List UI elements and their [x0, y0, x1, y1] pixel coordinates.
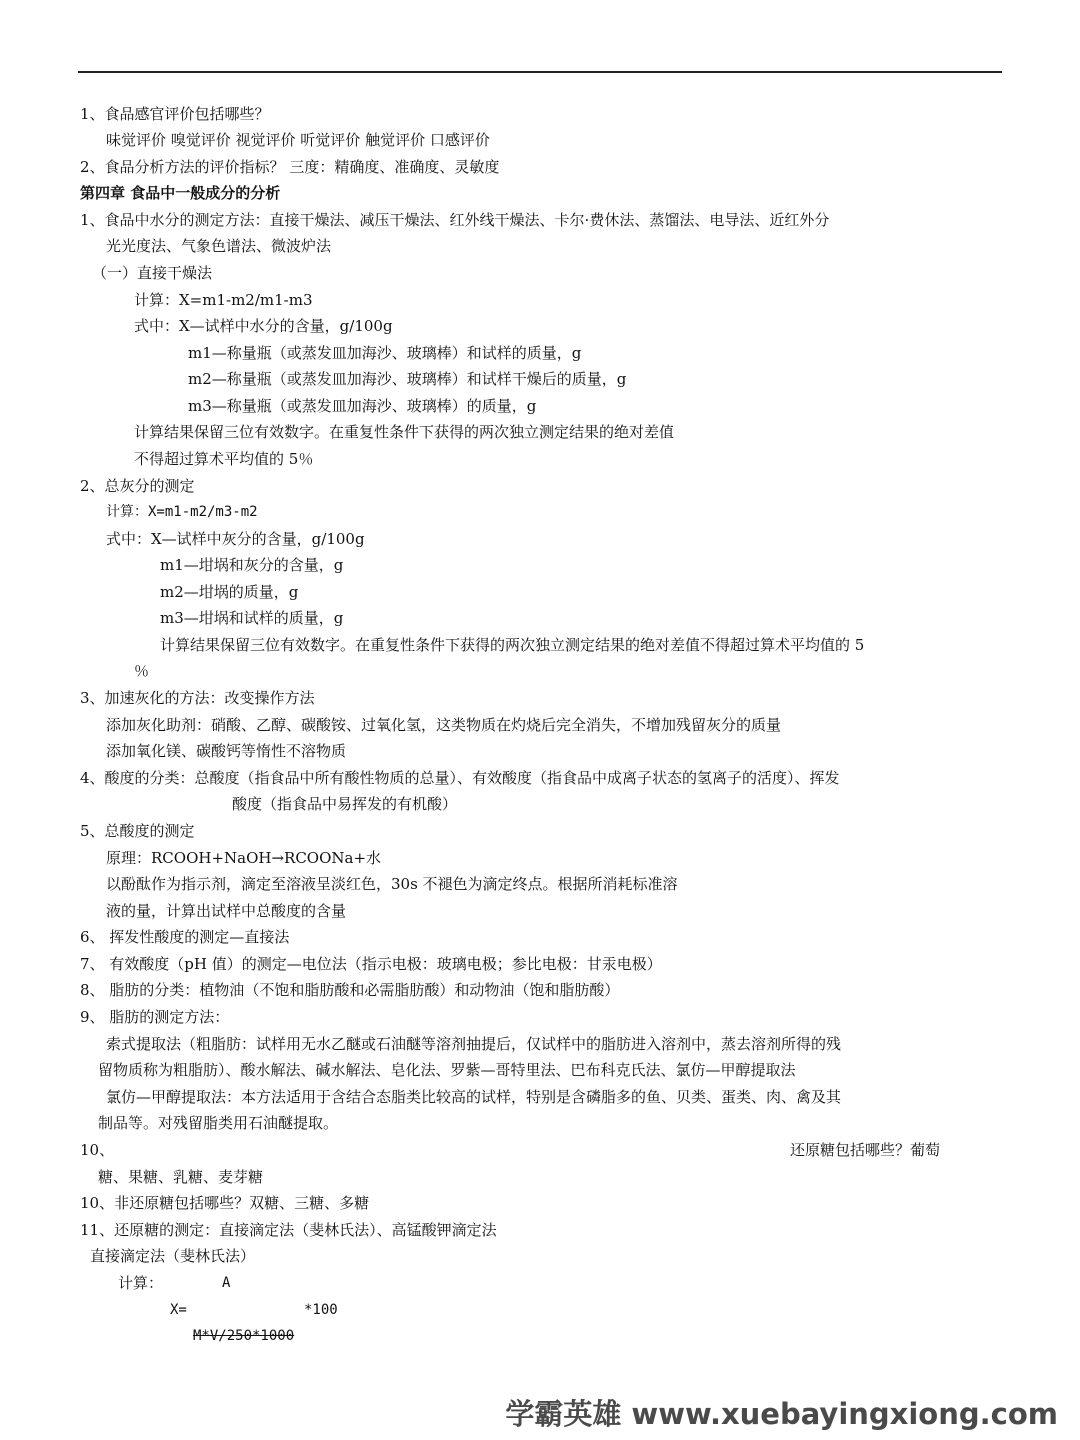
subsection-heading: （一）直接干燥法: [92, 264, 213, 282]
formula-line: 计算：X=m1-m2/m1-m3: [134, 291, 313, 309]
formula-lhs: X=: [170, 1302, 187, 1318]
text-line: 添加灰化助剂：硝酸、乙醇、碳酸铵、过氧化氢，这类物质在灼烧后完全消失，不增加残留灰分的质量: [106, 716, 782, 734]
question-line: 11、还原糖的测定：直接滴定法（斐林氏法）、高锰酸钾滴定法: [80, 1221, 497, 1239]
text-line: 计算结果保留三位有效数字。在重复性条件下获得的两次独立测定结果的绝对差值不得超过算术平均值的 5: [160, 636, 865, 654]
question-line: 5、总酸度的测定: [80, 822, 195, 840]
variable-definition: m3—坩埚和试样的质量，g: [160, 609, 344, 627]
variable-definition: m1—称量瓶（或蒸发皿加海沙、玻璃棒）和试样的质量，g: [188, 344, 582, 362]
text-line: 以酚酞作为指示剂，滴定至溶液呈淡红色，30s 不褪色为滴定终点。根据所消耗标准溶: [106, 875, 678, 893]
question-line: 4、酸度的分类：总酸度（指食品中所有酸性物质的总量）、有效酸度（指食品中成离子状态的氢离子的活度）、挥发: [80, 769, 840, 787]
question-line: 3、加速灰化的方法：改变操作方法: [80, 689, 315, 707]
question-line: 2、总灰分的测定: [80, 477, 195, 495]
question-line: 8、 脂肪的分类：植物油（不饱和脂肪酸和必需脂肪酸）和动物油（饱和脂肪酸）: [80, 981, 620, 999]
text-line: 式中：X—试样中灰分的含量，g/100g: [106, 530, 365, 548]
question-line: 7、 有效酸度（pH 值）的测定—电位法（指示电极：玻璃电极；参比电极：甘汞电极）: [80, 955, 662, 973]
question-number: 10、: [80, 1141, 115, 1159]
text-line: 留物质称为粗脂肪）、酸水解法、碱水解法、皂化法、罗紫—哥特里法、巴布科克氏法、氯仿—甲醇提取法: [98, 1061, 796, 1079]
text-line: 光光度法、气象色谱法、微波炉法: [106, 237, 332, 255]
watermark: 学霸英雄 www.xuebayingxiong.com: [505, 1397, 1058, 1431]
question-line: 9、 脂肪的测定方法：: [80, 1008, 230, 1026]
text-line: ％: [134, 662, 150, 680]
variable-definition: m2—称量瓶（或蒸发皿加海沙、玻璃棒）和试样干燥后的质量，g: [188, 370, 627, 388]
text-line: 氯仿—甲醇提取法：本方法适用于含结合态脂类比较高的试样，特别是含磷脂多的鱼、贝类、蛋类、肉、禽及其: [106, 1088, 842, 1106]
question-line: 还原糖包括哪些？葡萄: [790, 1141, 941, 1159]
formula-line: 原理：RCOOH+NaOH→RCOONa+水: [106, 849, 382, 867]
variable-definition: m1—坩埚和灰分的含量，g: [160, 556, 344, 574]
formula-denominator: M*V/250*1000: [193, 1328, 295, 1344]
question-line: 2、食品分析方法的评价指标？ 三度：精确度、准确度、灵敏度: [80, 158, 500, 176]
formula-line: 计算：X=m1-m2/m3-m2: [106, 504, 258, 520]
formula-numerator: A: [222, 1275, 231, 1291]
header-rule: [78, 71, 1002, 73]
text-line: 索式提取法（粗脂肪：试样用无水乙醚或石油醚等溶剂抽提后，仅试样中的脂肪进入溶剂中，蒸去溶剂所得的残: [106, 1035, 842, 1053]
answer-line: 味觉评价 嗅觉评价 视觉评价 听觉评价 触觉评价 口感评价: [106, 131, 490, 149]
variable-definition: m3—称量瓶（或蒸发皿加海沙、玻璃棒）的质量，g: [188, 397, 537, 415]
text-line: 添加氧化镁、碳酸钙等惰性不溶物质: [106, 742, 347, 760]
question-line: 1、食品中水分的测定方法：直接干燥法、减压干燥法、红外线干燥法、卡尔·费休法、蒸馏法、电导法、近红外分: [80, 211, 830, 229]
text-line: 不得超过算术平均值的 5％: [134, 450, 314, 468]
text-line: 计算结果保留三位有效数字。在重复性条件下获得的两次独立测定结果的绝对差值: [134, 423, 675, 441]
formula-multiplier: *100: [304, 1302, 338, 1318]
text-line: 酸度（指食品中易挥发的有机酸）: [232, 795, 458, 813]
text-line: 式中：X—试样中水分的含量，g/100g: [134, 317, 393, 335]
variable-definition: m2—坩埚的质量，g: [160, 583, 299, 601]
text-line: 制品等。对残留脂类用石油醚提取。: [98, 1114, 339, 1132]
text-line: 糖、果糖、乳糖、麦芽糖: [98, 1168, 264, 1186]
formula-label: 计算：: [118, 1274, 164, 1292]
question-line: 10、非还原糖包括哪些？双糖、三糖、多糖: [80, 1194, 370, 1212]
subsection-heading: 直接滴定法（斐林氏法）: [90, 1247, 256, 1265]
chapter-heading: 第四章 食品中一般成分的分析: [80, 184, 281, 202]
text-line: 液的量，计算出试样中总酸度的含量: [106, 902, 347, 920]
question-line: 1、食品感官评价包括哪些？: [80, 105, 270, 123]
question-line: 6、 挥发性酸度的测定—直接法: [80, 928, 290, 946]
